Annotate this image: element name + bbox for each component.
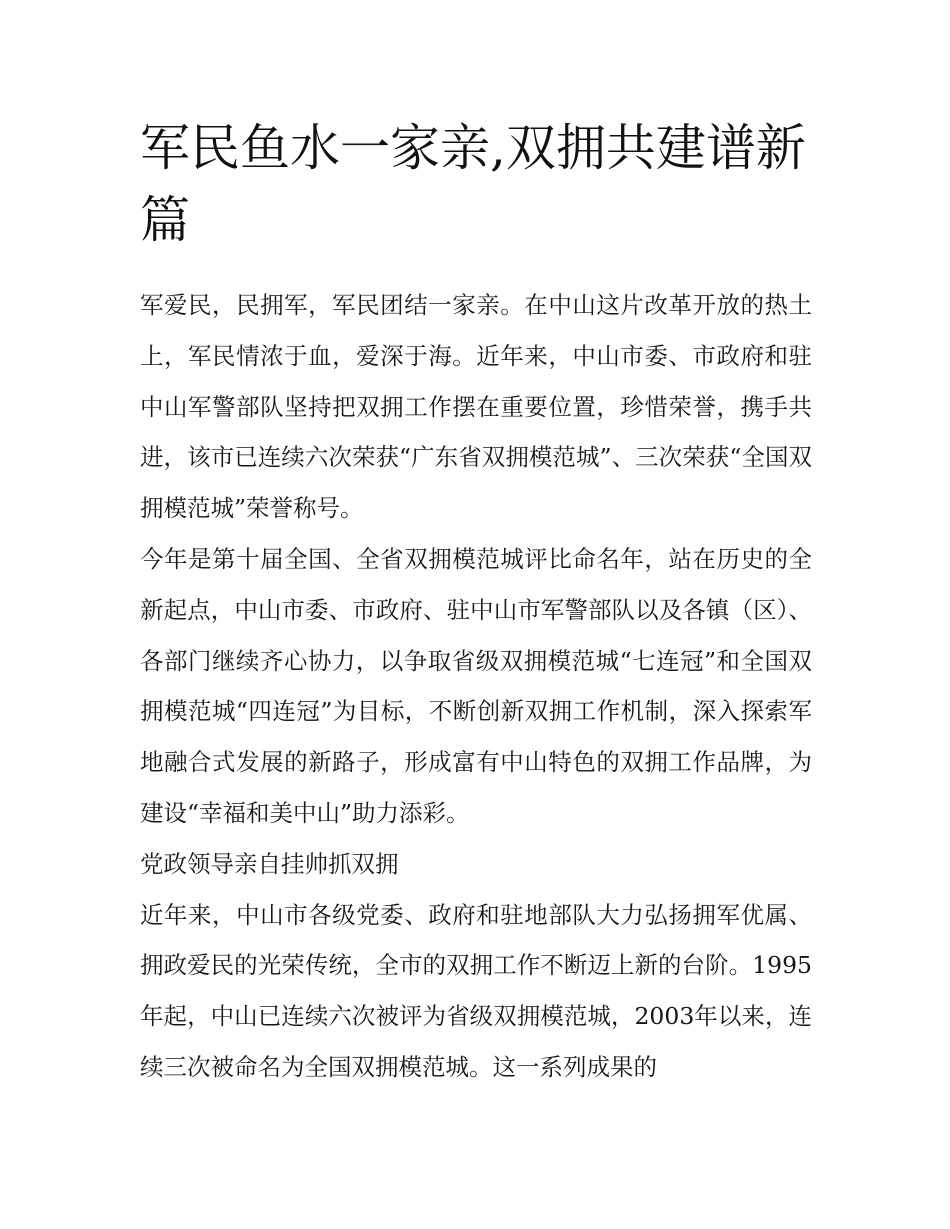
section-heading: 党政领导亲自挂帅抓双拥 <box>140 849 399 878</box>
paragraph-goals: 今年是第十届全国、全省双拥模范城评比命名年，站在历史的全新起点，中山市委、市政府、驻中山市军警部队以及各镇（区）、各部门继续齐心协力，以争取省级双拥模范城“七连冠”和全国双拥模范城“四连冠”为目标，不断创新双拥工作机制，深入探索军地融合式发展的新路子，形成富有中山特色的双拥工作品牌，为建设“幸福和美中山”助力添彩。 <box>140 544 812 827</box>
paragraph-intro: 军爱民，民拥军，军民团结一家亲。在中山这片改革开放的热土上，军民情浓于血，爱深于海。近年来，中山市委、市政府和驻中山军警部队坚持把双拥工作摆在重要位置，珍惜荣誉，携手共进，该市已连续六次荣获“广东省双拥模范城”、三次荣获“全国双拥模范城”荣誉称号。 <box>140 291 812 523</box>
document-body <box>140 280 812 1093</box>
paragraph-history: 近年来，中山市各级党委、政府和驻地部队大力弘扬拥军优属、拥政爱民的光荣传统，全市的双拥工作不断迈上新的台阶。1995年起，中山已连续六次被评为省级双拥模范城，2003年以来，连续三次被命名为全国双拥模范城。这一系列成果的 <box>140 900 812 1081</box>
document-page <box>140 0 812 1229</box>
document-title: 军民鱼水一家亲,双拥共建谱新篇 <box>140 119 806 249</box>
